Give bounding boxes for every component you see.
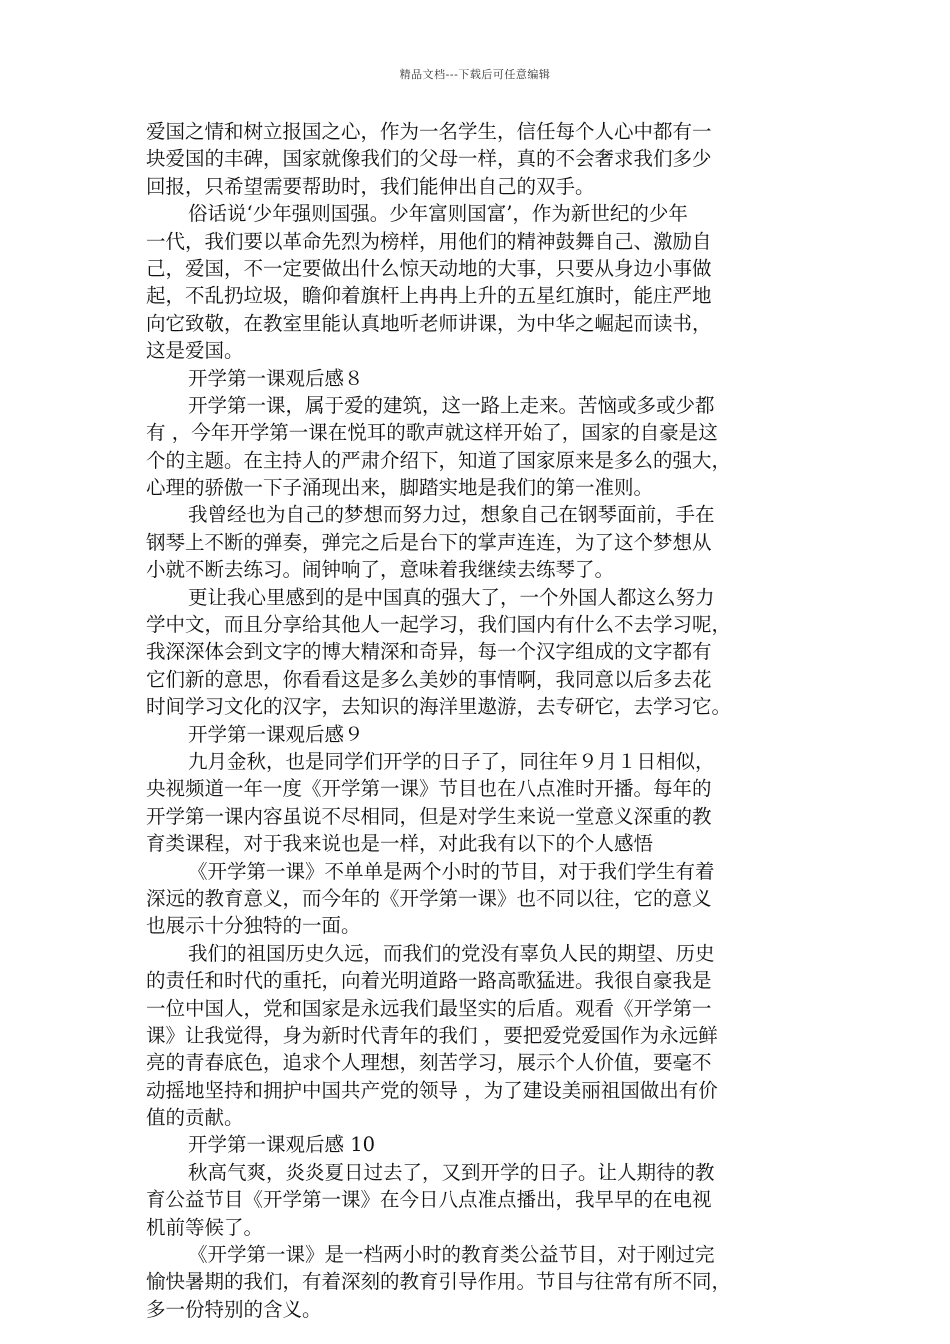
text-line: 秋高气爽，炎炎夏日过去了，又到开学的日子。让人期待的教 xyxy=(188,1160,715,1184)
text-line: 一位中国人，党和国家是永远我们最坚实的后盾。观看《开学第一 xyxy=(146,996,712,1020)
text-line: 开学第一课观后感９ xyxy=(188,722,364,746)
text-line: 深远的教育意义，而今年的《开学第一课》也不同以往，它的意义 xyxy=(146,886,712,910)
text-line: 小就不断去练习。闹钟响了，意味着我继续去练琴了。 xyxy=(146,558,615,582)
text-line: 育公益节目《开学第一课》在今日八点准点播出，我早早的在电视 xyxy=(146,1188,712,1212)
text-line: 这是爱国。 xyxy=(146,339,244,363)
text-line: 块爱国的丰碑，国家就像我们的父母一样，真的不会奢求我们多少 xyxy=(146,147,712,171)
text-line: 值的贡献。 xyxy=(146,1106,244,1130)
page-header: 精品文档---下载后可任意编辑 xyxy=(399,68,551,81)
text-line: 的责任和时代的重托，向着光明道路一路高歌猛进。我很自豪我是 xyxy=(146,969,712,993)
text-line: 课》让我觉得，身为新时代青年的我们 ，要把爱党爱国作为永远鲜 xyxy=(146,1023,718,1047)
text-line: 央视频道一年一度《开学第一课》节目也在八点准时开播。每年的 xyxy=(146,777,712,801)
text-line: 我曾经也为自己的梦想而努力过，想象自己在钢琴面前，手在 xyxy=(188,503,715,527)
text-line: 九月金秋，也是同学们开学的日子了，同往年９月１日相似， xyxy=(188,749,715,773)
text-line: 亮的青春底色，追求个人理想，刻苦学习，展示个人价值，要毫不 xyxy=(146,1051,712,1075)
text-line: 它们新的意思，你看看这是多么美妙的事情啊，我同意以后多去花 xyxy=(146,667,712,691)
text-line: 时间学习文化的汉字，去知识的海洋里遨游，去专研它，去学习它。 xyxy=(146,695,732,719)
text-line: 一代，我们要以革命先烈为榜样，用他们的精神鼓舞自己、激励自 xyxy=(146,229,712,253)
text-line: 愉快暑期的我们，有着深刻的教育引导作用。节目与往常有所不同， xyxy=(146,1270,732,1294)
text-line: 心理的骄傲一下子涌现出来，脚踏实地是我们的第一准则。 xyxy=(146,476,654,500)
text-line: 开学第一课，属于爱的建筑，这一路上走来。苦恼或多或少都 xyxy=(188,393,715,417)
text-line: 开学第一课观后感８ xyxy=(188,366,364,390)
text-line: 钢琴上不断的弹奏，弹完之后是台下的掌声连连，为了这个梦想从 xyxy=(146,530,712,554)
text-line: 个的主题。在主持人的严肃介绍下，知道了国家原来是多么的强大， xyxy=(146,448,732,472)
document-body xyxy=(146,118,806,1323)
text-line: 己，爱国，不一定要做出什么惊天动地的大事，只要从身边小事做 xyxy=(146,256,712,280)
text-line: 动摇地坚持和拥护中国共产党的领导 ，为了建设美丽祖国做出有价 xyxy=(146,1078,718,1102)
text-line: 《开学第一课》不单单是两个小时的节目，对于我们学生有着 xyxy=(188,859,715,883)
text-line: 多一份特别的含义。 xyxy=(146,1297,322,1321)
text-line: 学中文，而且分享给其他人一起学习，我们国内有什么不去学习呢， xyxy=(146,613,732,637)
text-line: 更让我心里感到的是中国真的强大了，一个外国人都这么努力 xyxy=(188,585,715,609)
text-line: 我们的祖国历史久远，而我们的党没有辜负人民的期望、历史 xyxy=(188,941,715,965)
text-line: 《开学第一课》是一档两小时的教育类公益节目，对于刚过完 xyxy=(188,1243,715,1267)
text-line: 爱国之情和树立报国之心，作为一名学生，信任每个人心中都有一 xyxy=(146,120,712,143)
text-line: 起，不乱扔垃圾，瞻仰着旗杆上冉冉上升的五星红旗时，能庄严地 xyxy=(146,284,712,308)
text-line: 机前等候了。 xyxy=(146,1215,264,1239)
text-line: 有 ，今年开学第一课在悦耳的歌声就这样开始了，国家的自豪是这 xyxy=(146,421,718,445)
text-line: 开学第一课观后感 10 xyxy=(188,1133,376,1157)
text-line: 育类课程，对于我来说也是一样，对此我有以下的个人感悟 xyxy=(146,832,654,856)
text-line: 也展示十分独特的一面。 xyxy=(146,914,361,938)
text-line: 回报，只希望需要帮助时，我们能伸出自己的双手。 xyxy=(146,174,595,198)
text-line: 俗话说‘少年强则国强。少年富则国富’，作为新世纪的少年 xyxy=(188,202,688,226)
text-line: 我深深体会到文字的博大精深和奇异，每一个汉字组成的文字都有 xyxy=(146,640,712,664)
text-line: 开学第一课内容虽说不尽相同，但是对学生来说一堂意义深重的教 xyxy=(146,804,712,828)
text-line: 向它致敬，在教室里能认真地听老师讲课，为中华之崛起而读书， xyxy=(146,311,712,335)
